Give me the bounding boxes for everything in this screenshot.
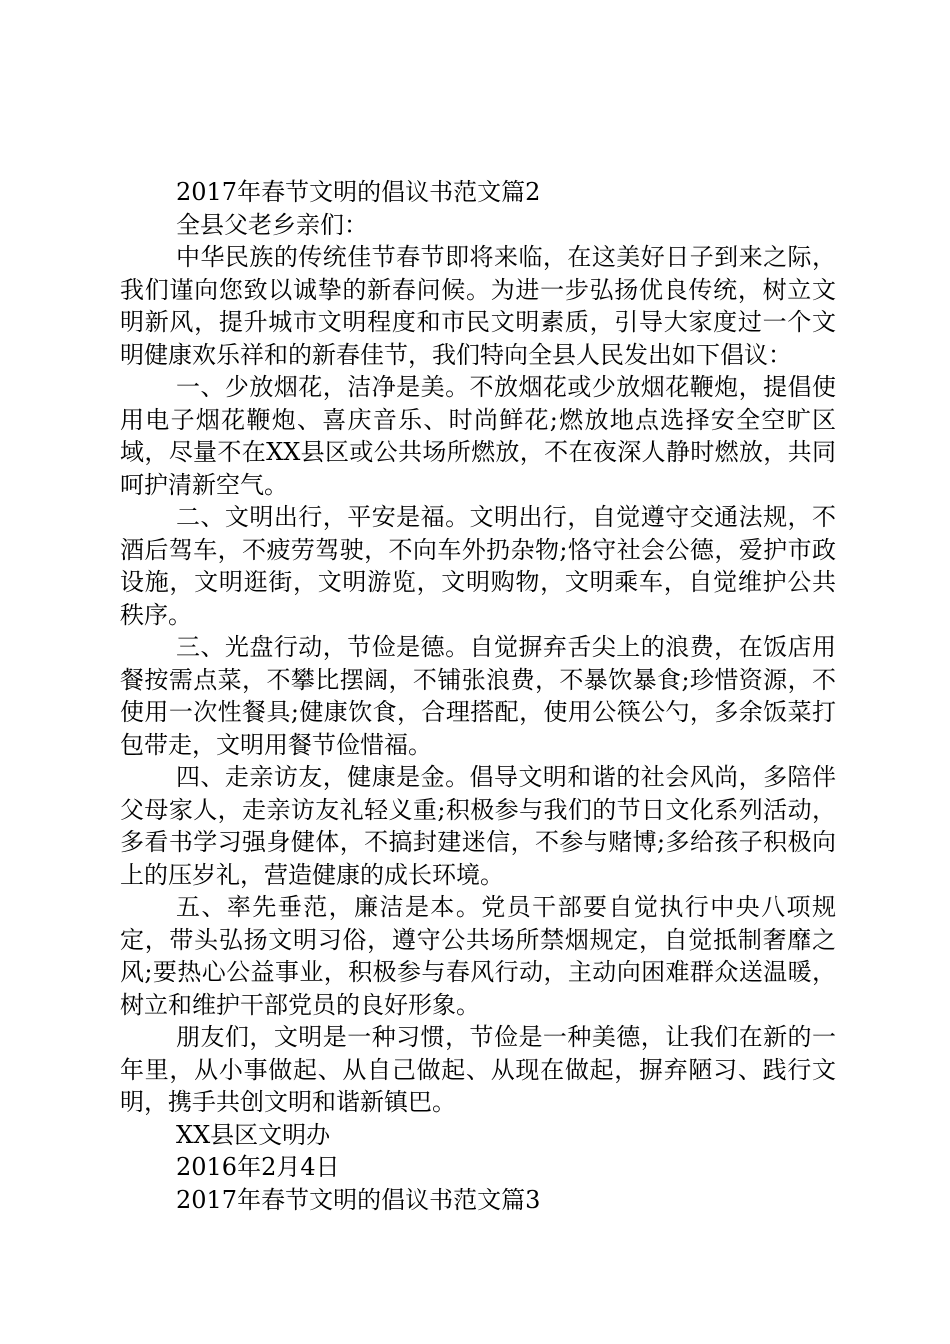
greeting: 全县父老乡亲们： — [176, 210, 368, 239]
next-section-title: 2017年春节文明的倡议书范文篇3 — [176, 1185, 541, 1214]
paragraph-visiting: 四、走亲访友，健康是金。倡导文明和谐的社会风尚，多陪伴父母家人，走亲访友礼轻义重;积极参与我们的节日文化系列活动，多看书学习强身健体，不搞封建迷信，不参与赌博;多给孩子积极向上的压岁礼，营造健康的成长环境。 — [120, 763, 836, 889]
document-body — [120, 176, 836, 1216]
signature: XX县区文明办 — [176, 1120, 331, 1149]
paragraph-travel: 二、文明出行，平安是福。文明出行，自觉遵守交通法规，不酒后驾车，不疲劳驾驶，不向车外扔杂物;恪守社会公德，爱护市政设施，文明逛街，文明游览，文明购物，文明乘车，自觉维护公共秩序。 — [120, 503, 836, 629]
document-title: 2017年春节文明的倡议书范文篇2 — [176, 178, 541, 206]
paragraph-frugality: 三、光盘行动，节俭是德。自觉摒弃舌尖上的浪费，在饭店用餐按需点菜，不攀比摆阔，不铺张浪费，不暴饮暴食;珍惜资源，不使用一次性餐具;健康饮食，合理搭配，使用公筷公勺，多余饭菜打包带走，文明用餐节俭惜福。 — [120, 633, 836, 759]
date: 2016年2月4日 — [176, 1153, 340, 1181]
paragraph-integrity: 五、率先垂范，廉洁是本。党员干部要自觉执行中央八项规定，带头弘扬文明习俗，遵守公共场所禁烟规定，自觉抵制奢靡之风;要热心公益事业，积极参与春风行动，主动向困难群众送温暖，树立和维护干部党员的良好形象。 — [120, 893, 836, 1019]
paragraph-intro: 中华民族的传统佳节春节即将来临，在这美好日子到来之际，我们谨向您致以诚挚的新春问候。为进一步弘扬优良传统，树立文明新风，提升城市文明程度和市民文明素质，引导大家度过一个文明健康欢乐祥和的新春佳节，我们特向全县人民发出如下倡议： — [120, 243, 836, 369]
paragraph-closing: 朋友们，文明是一种习惯，节俭是一种美德，让我们在新的一年里，从小事做起、从自己做起、从现在做起，摒弃陋习、践行文明，携手共创文明和谐新镇巴。 — [120, 1023, 836, 1116]
paragraph-fireworks: 一、少放烟花，洁净是美。不放烟花或少放烟花鞭炮，提倡使用电子烟花鞭炮、喜庆音乐、时尚鲜花;燃放地点选择安全空旷区域，尽量不在XX县区或公共场所燃放，不在夜深人静时燃放，共同呵护清新空气。 — [120, 373, 836, 499]
